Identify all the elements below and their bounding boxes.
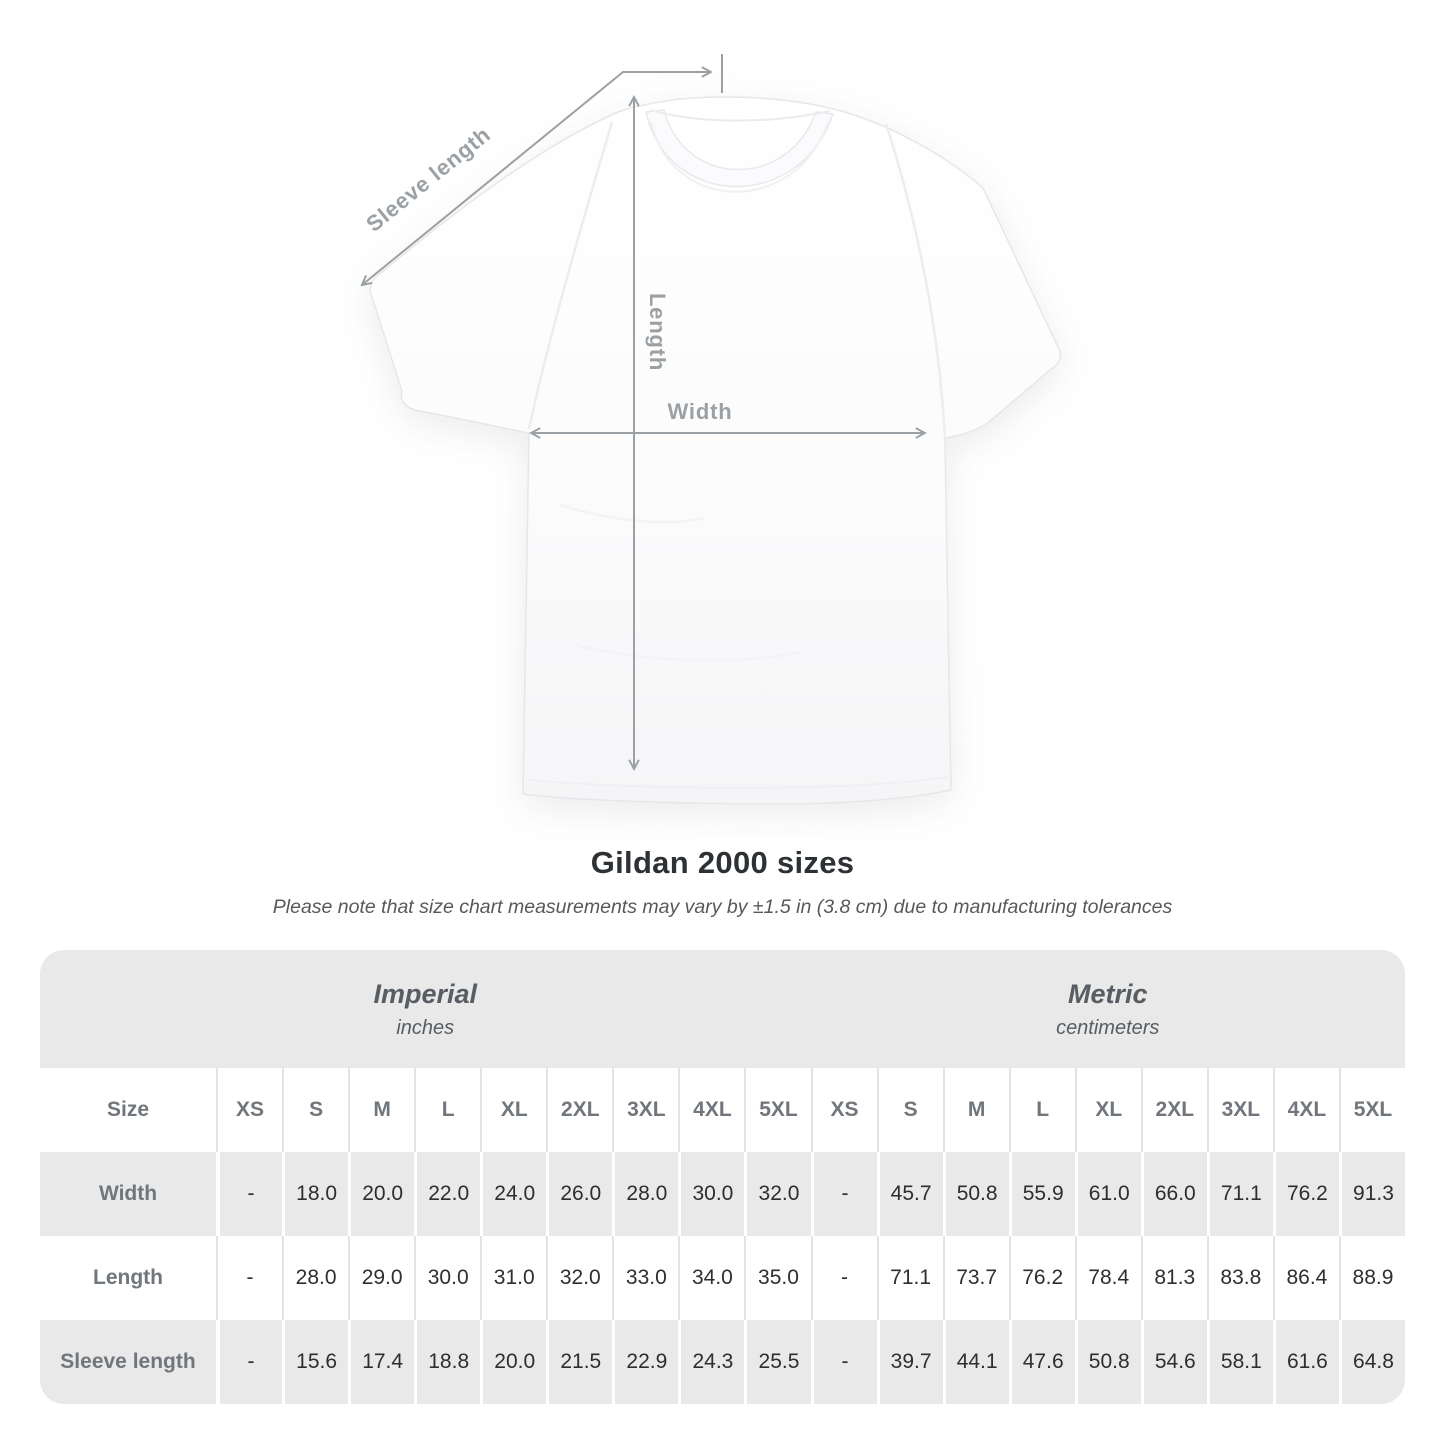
- tshirt-body: [370, 97, 1060, 804]
- value-cell: 22.0: [414, 1152, 480, 1236]
- row-label: Width: [98, 1182, 158, 1205]
- size-header-cell: M: [943, 1068, 1009, 1152]
- value-cell: 24.0: [480, 1152, 546, 1236]
- size-header-cell: XL: [1075, 1068, 1141, 1152]
- value-cell: 29.0: [348, 1236, 414, 1320]
- value-cell: -: [216, 1320, 282, 1404]
- value-cell: 91.3: [1339, 1152, 1405, 1236]
- size-header-cell: 3XL: [1207, 1068, 1273, 1152]
- unit-band: [40, 950, 1405, 1068]
- metric-header: [811, 950, 1406, 1068]
- size-table: [40, 950, 1405, 1404]
- size-header-cell: XL: [480, 1068, 546, 1152]
- size-header-cell: XS: [811, 1068, 877, 1152]
- value-cell: 64.8: [1339, 1320, 1405, 1404]
- page-title: Gildan 2000 sizes: [590, 845, 855, 880]
- value-cell: 78.4: [1075, 1236, 1141, 1320]
- value-cell: 44.1: [943, 1320, 1009, 1404]
- value-cell: 18.0: [282, 1152, 348, 1236]
- value-cell: 61.6: [1273, 1320, 1339, 1404]
- value-cell: 88.9: [1339, 1236, 1405, 1320]
- value-cell: 73.7: [943, 1236, 1009, 1320]
- tshirt-image: [370, 97, 1060, 804]
- value-cell: 71.1: [1207, 1152, 1273, 1236]
- value-cell: -: [216, 1152, 282, 1236]
- value-cell: -: [811, 1320, 877, 1404]
- value-cell: 21.5: [546, 1320, 612, 1404]
- value-cell: 76.2: [1273, 1152, 1339, 1236]
- value-cell: 35.0: [744, 1236, 810, 1320]
- value-cell: 86.4: [1273, 1236, 1339, 1320]
- value-cell: 32.0: [744, 1152, 810, 1236]
- value-cell: 26.0: [546, 1152, 612, 1236]
- size-header-cell: S: [282, 1068, 348, 1152]
- value-cell: -: [216, 1236, 282, 1320]
- value-cell: 61.0: [1075, 1152, 1141, 1236]
- value-cell: 34.0: [678, 1236, 744, 1320]
- value-cell: 30.0: [678, 1152, 744, 1236]
- width-label: Width: [667, 399, 733, 424]
- row-label: Length: [93, 1266, 163, 1289]
- value-cell: 15.6: [282, 1320, 348, 1404]
- value-cell: 17.4: [348, 1320, 414, 1404]
- value-cell: 20.0: [348, 1152, 414, 1236]
- value-cell: 58.1: [1207, 1320, 1273, 1404]
- value-cell: 28.0: [612, 1152, 678, 1236]
- value-cell: 30.0: [414, 1236, 480, 1320]
- row-sleeve-length: [40, 1320, 1405, 1404]
- value-cell: 45.7: [877, 1152, 943, 1236]
- metric-title: Metric: [1067, 978, 1148, 1009]
- row-length: [40, 1236, 1405, 1320]
- size-header-cell: 2XL: [546, 1068, 612, 1152]
- imperial-header: [40, 950, 811, 1068]
- value-cell: 47.6: [1009, 1320, 1075, 1404]
- length-label: Length: [645, 292, 670, 372]
- size-header-cell: L: [414, 1068, 480, 1152]
- imperial-title: Imperial: [373, 978, 478, 1009]
- row-width: [40, 1152, 1405, 1236]
- value-cell: 20.0: [480, 1320, 546, 1404]
- value-cell: 22.9: [612, 1320, 678, 1404]
- value-cell: 18.8: [414, 1320, 480, 1404]
- value-cell: 33.0: [612, 1236, 678, 1320]
- tolerance-note: Please note that size chart measurements may vary by ±1.5 in (3.8 cm) due to manufacturing tolerances: [272, 896, 1173, 918]
- value-cell: 24.3: [678, 1320, 744, 1404]
- metric-subtitle: centimeters: [1056, 1016, 1160, 1039]
- value-cell: 55.9: [1009, 1152, 1075, 1236]
- value-cell: 31.0: [480, 1236, 546, 1320]
- size-header-cell: 2XL: [1141, 1068, 1207, 1152]
- value-cell: 39.7: [877, 1320, 943, 1404]
- size-header-cell: M: [348, 1068, 414, 1152]
- size-header-cell: 4XL: [678, 1068, 744, 1152]
- value-cell: 28.0: [282, 1236, 348, 1320]
- value-cell: 81.3: [1141, 1236, 1207, 1320]
- size-header-row: [40, 1068, 1405, 1152]
- size-header-cell: XS: [216, 1068, 282, 1152]
- size-header-cell: 5XL: [1339, 1068, 1405, 1152]
- sleeve-length-label: Sleeve length: [361, 121, 496, 237]
- size-header-cell: L: [1009, 1068, 1075, 1152]
- imperial-subtitle: inches: [396, 1016, 455, 1039]
- value-cell: 76.2: [1009, 1236, 1075, 1320]
- value-cell: 25.5: [744, 1320, 810, 1404]
- size-header-cell: 5XL: [744, 1068, 810, 1152]
- row-label: Sleeve length: [60, 1350, 196, 1373]
- value-cell: 71.1: [877, 1236, 943, 1320]
- value-cell: -: [811, 1152, 877, 1236]
- size-header-cell: S: [877, 1068, 943, 1152]
- value-cell: 83.8: [1207, 1236, 1273, 1320]
- value-cell: 50.8: [1075, 1320, 1141, 1404]
- size-header-cell: 3XL: [612, 1068, 678, 1152]
- size-col-header: Size: [106, 1098, 150, 1121]
- value-cell: 32.0: [546, 1236, 612, 1320]
- value-cell: 54.6: [1141, 1320, 1207, 1404]
- size-header-cell: 4XL: [1273, 1068, 1339, 1152]
- value-cell: -: [811, 1236, 877, 1320]
- value-cell: 50.8: [943, 1152, 1009, 1236]
- value-cell: 66.0: [1141, 1152, 1207, 1236]
